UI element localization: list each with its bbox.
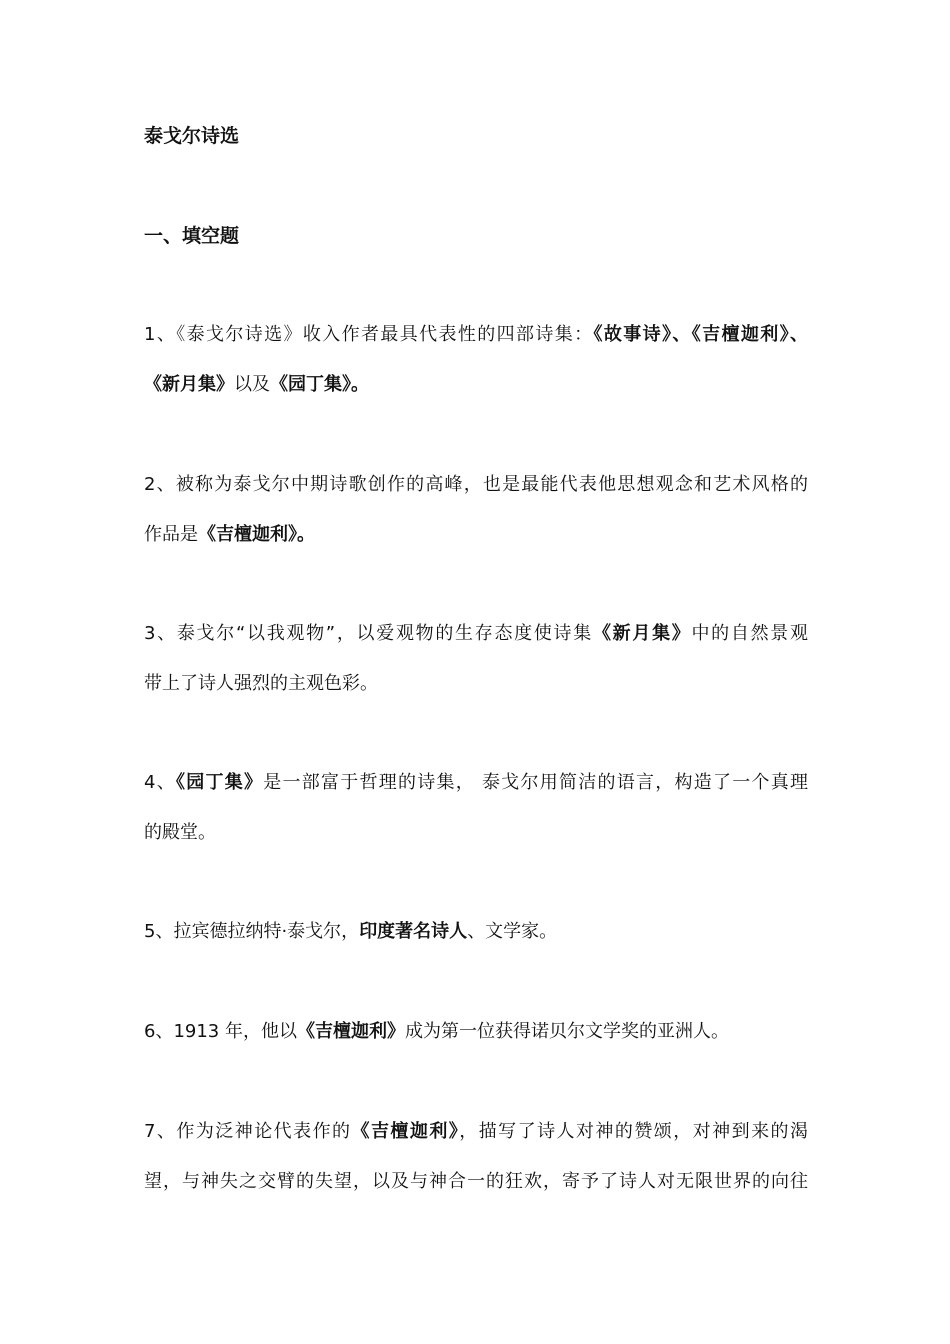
question-7-text: ，描写了诗人对神的赞颂，对神到来的渴 xyxy=(459,1121,808,1142)
question-7-text: 7、作为泛神论代表作的 xyxy=(144,1121,352,1142)
question-2-line-1 xyxy=(144,472,808,498)
question-6-text: 成为第一位获得诺贝尔文学奖的亚洲人。 xyxy=(404,1021,729,1042)
question-4-line-1 xyxy=(144,770,808,796)
question-1-answer: 《园丁集》。 xyxy=(270,374,369,395)
question-2-answer: 《吉檀迦利》。 xyxy=(198,524,315,545)
question-3-answer: 《新月集》 xyxy=(592,623,692,644)
question-6-answer: 《吉檀迦利》 xyxy=(296,1021,405,1042)
question-5-text: 、文学家。 xyxy=(467,921,558,942)
question-7-answer: 《吉檀迦利》 xyxy=(351,1121,460,1142)
question-1-line-2 xyxy=(144,372,808,398)
question-3-line-1 xyxy=(144,621,808,647)
question-4-text: 的殿堂。 xyxy=(144,822,216,843)
question-3-text: 中的自然景观 xyxy=(691,623,808,644)
question-7-line-2 xyxy=(144,1169,808,1195)
question-2-text: 2、被称为泰戈尔中期诗歌创作的高峰，也是最能代表他思想观念和艺术风格的 xyxy=(144,474,808,495)
question-1-text: 1、《泰戈尔诗选》收入作者最具代表性的四部诗集： xyxy=(144,324,594,345)
question-5-answer: 印度著名诗人 xyxy=(359,921,468,942)
question-3-text: 带上了诗人强烈的主观色彩。 xyxy=(144,673,378,694)
section-heading: 一、填空题 xyxy=(144,225,240,247)
question-5-line-1 xyxy=(144,919,808,945)
question-6-text: 6、1913 年，他以 xyxy=(144,1021,297,1042)
question-5-text: 5、拉宾德拉纳特·泰戈尔， xyxy=(144,921,360,942)
question-4-line-2 xyxy=(144,820,808,846)
question-4-answer: 《园丁集》 xyxy=(175,772,264,793)
question-4-text: 4、 xyxy=(144,772,176,793)
question-6-line-1 xyxy=(144,1019,808,1045)
question-2-text: 作品是 xyxy=(144,524,198,545)
question-7-text: 望，与神失之交臂的失望，以及与神合一的狂欢，寄予了诗人对无限世界的向往 xyxy=(144,1171,808,1192)
question-1-answer: 《新月集》 xyxy=(144,374,234,395)
question-7-line-1 xyxy=(144,1119,808,1145)
question-3-text: 3、泰戈尔“以我观物”，以爱观物的生存态度使诗集 xyxy=(144,623,593,644)
question-2-line-2 xyxy=(144,522,808,548)
question-1-text: 以及 xyxy=(234,374,270,395)
question-3-line-2 xyxy=(144,671,808,697)
document-title: 泰戈尔诗选 xyxy=(144,125,240,147)
question-1-answer: 《故事诗》、《吉檀迦利》、 xyxy=(593,324,808,345)
question-1-line-1 xyxy=(144,322,808,348)
question-4-text: 是一部富于哲理的诗集， 泰戈尔用简洁的语言，构造了一个真理 xyxy=(263,772,808,793)
